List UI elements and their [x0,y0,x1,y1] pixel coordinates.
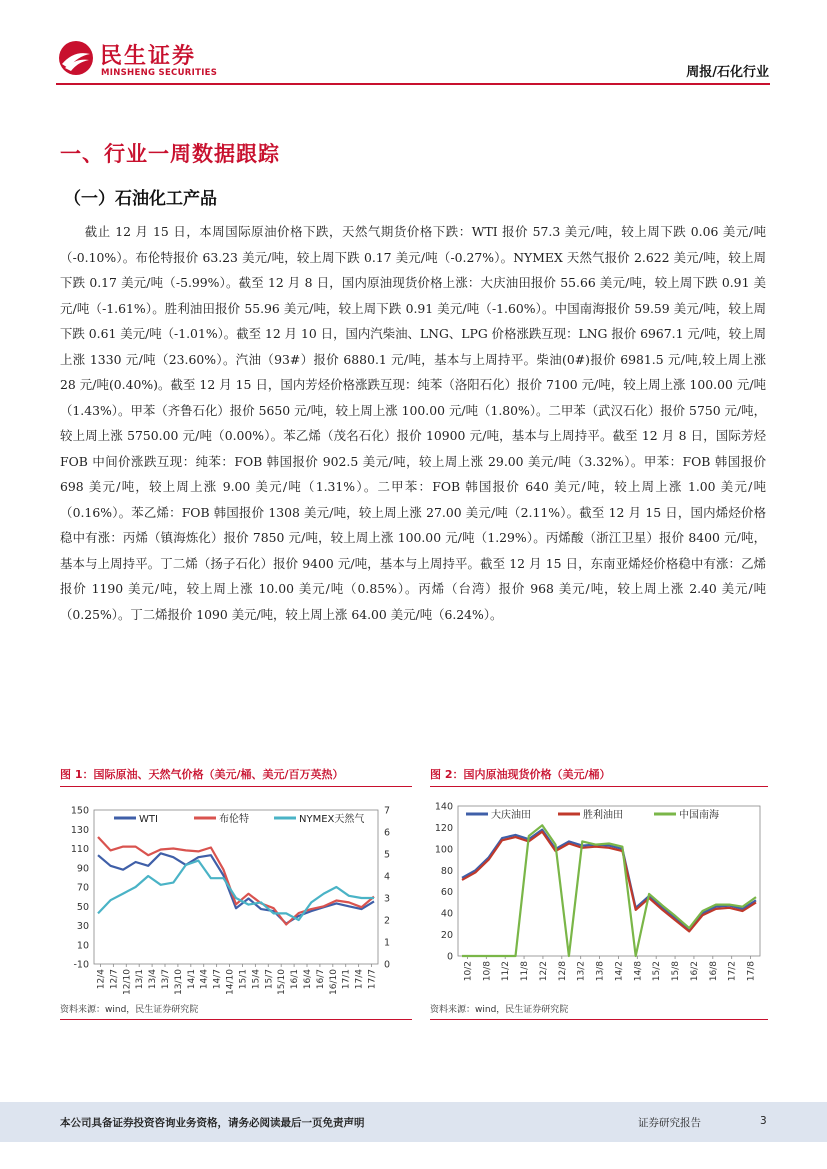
x-tick-label: 14/7 [212,969,223,990]
x-tick-label: 14/8 [633,961,644,982]
y-tick-label: 130 [70,824,89,836]
section-title: 一、行业一周数据跟踪 [60,142,280,166]
x-tick-label: 14/2 [614,961,625,982]
legend-label: 胜利油田 [583,810,623,821]
minsheng-logo-icon [56,40,96,76]
y2-tick-label: 1 [384,937,391,949]
body-paragraph: 截止 12 月 15 日，本周国际原油价格下跌，天然气期货价格下跌：WTI 报价 57.3 美元/吨，较上周下跌 0.06 美元/吨（-0.10%）。布伦特报价 63.23 美元/吨，较上周下跌 0.17 美元/吨（-0.27%）。NYMEX 天然气报价 2.622 美元/吨，较上周下跌 0.17 美元/吨（-5.99%）。截至 12 月 8 日，国内原油现货价格上涨：大庆油田报价 55.66 美元/吨，较上周下跌 0.91 美元/吨（-1.61%）。胜利油田报价 55.96 美元/吨，较上周下跌 0.91 美元/吨（-1.60%）。中国南海报价 59.59 美元/吨，较上周下跌 0.61 美元/吨（-1.01%）。截至 12 月 10 日，国内汽柴油、LNG、LPG 价格涨跌互现：LNG 报价 6967.1 元/吨，较上周上涨 1330 元/吨（23.60%）。汽油（93#）报价 6880.1 元/吨，基本与上周持平。柴油(0#)报价 6981.5 元/吨,较上周上涨 28 元/吨(0.40%)。截至 12 月 15 日，国内芳烃价格涨跌互现：纯苯（洛阳石化）报价 7100 元/吨，较上周上涨 100.00 元/吨（1.43%）。甲苯（齐鲁石化）报价 5650 元/吨，较上周上涨 100.00 元/吨（1.80%）。二甲苯（武汉石化）报价 5750 元/吨，较上周上涨 5750.00 元/吨（0.00%）。苯乙烯（茂名石化）报价 10900 元/吨，基本与上周持平。截至 12 月 8 日，国际芳烃 FOB 中间价涨跌互现：纯苯：FOB 韩国报价 902.5 美元/吨，较上周上涨 29.00 美元/吨（3.32%）。甲苯：FOB 韩国报价 698 美元/吨，较上周上涨 9.00 美元/吨（1.31%）。二甲苯：FOB 韩国报价 640 美元/吨，较上周上涨 1.00 美元/吨（0.16%）。苯乙烯：FOB 韩国报价 1308 美元/吨，较上周上涨 27.00 美元/吨（2.11%）。截至 12 月 15 日，国内烯烃价格稳中有涨：丙烯（镇海炼化）报价 7850 元/吨，较上周上涨 100.00 元/吨（1.29%）。丙烯酸（浙江卫星）报价 8400 元/吨，基本与上周持平。丁二烯（扬子石化）报价 9400 元/吨，基本与上周持平。截至 12 月 15 日，东南亚烯烃价格稳中有涨：乙烯报价 1190 美元/吨，较上周上涨 10.00 美元/吨（0.85%）。丙烯（台湾）报价 968 美元/吨，较上周上涨 2.40 美元/吨（0.25%）。丁二烯报价 1090 美元/吨，较上周上涨 64.00 美元/吨（6.24%）。 [60,224,766,622]
y-tick-label: 30 [76,921,89,932]
x-tick-label: 13/7 [161,969,171,990]
x-tick-label: 13/4 [148,969,159,990]
y-tick-label: 80 [440,865,453,877]
x-tick-label: 12/8 [557,961,568,982]
figure-2-source-rule [430,1019,768,1020]
x-tick-label: 16/8 [708,961,719,982]
y2-tick-label: 0 [384,959,391,971]
figure-1-caption-rule [60,786,412,787]
footer-label: 证券研究报告 [638,1117,701,1129]
y2-tick-label: 5 [384,849,391,861]
y-tick-label: 110 [70,844,89,855]
x-tick-label: 11/2 [501,961,512,982]
y-tick-label: 70 [76,882,89,894]
figure-2 [430,766,768,1022]
y-tick-label: 120 [434,822,453,834]
y-tick-label: 90 [76,863,89,875]
x-tick-label: 16/10 [328,969,339,995]
series-line-1 [98,837,374,925]
y-tick-label: 150 [70,805,89,817]
logo-english-name: MINSHENG SECURITIES [101,68,218,78]
y2-tick-label: 4 [384,871,391,883]
logo-chinese-name: 民生证券 [100,44,197,69]
figure-1-source-rule [60,1019,412,1020]
x-tick-label: 14/4 [199,969,210,990]
y2-tick-label: 6 [384,827,391,839]
y-tick-label: -10 [73,959,89,971]
figure-2-source: 资料来源：wind，民生证券研究院 [430,1005,569,1015]
y-tick-label: 140 [434,801,453,813]
plot-frame [458,806,760,956]
x-tick-label: 17/1 [341,969,352,990]
y-tick-label: 60 [440,887,453,899]
legend-label: 大庆油田 [491,810,531,821]
x-tick-label: 15/1 [238,969,249,990]
figure-2-chart [430,790,768,998]
x-tick-label: 15/4 [251,969,262,990]
figure-1-caption: 图 1：国际原油、天然气价格（美元/桶、美元/百万英热） [60,768,344,781]
report-type: 周报/石化行业 [686,65,769,80]
x-tick-label: 10/2 [463,961,474,982]
x-tick-label: 11/8 [520,961,531,982]
x-tick-label: 16/1 [290,969,301,990]
x-tick-label: 16/2 [689,961,700,982]
x-tick-label: 17/8 [746,961,757,982]
x-tick-label: 14/1 [186,969,197,990]
x-tick-label: 16/7 [315,969,326,990]
x-tick-label: 13/2 [576,961,587,982]
x-tick-label: 12/7 [109,969,120,990]
y-tick-label: 100 [434,844,453,856]
y2-tick-label: 3 [384,893,391,905]
y2-tick-label: 7 [384,805,391,817]
x-tick-label: 12/10 [122,969,133,995]
x-tick-label: 15/10 [277,969,288,995]
x-tick-label: 16/4 [303,969,313,990]
x-tick-label: 13/1 [135,969,146,990]
y-tick-label: 10 [76,940,89,952]
x-tick-label: 12/2 [538,961,549,982]
legend-label: 中国南海 [679,810,719,821]
x-tick-label: 15/7 [264,969,275,990]
x-tick-label: 14/10 [225,969,236,995]
y-tick-label: 40 [440,908,453,920]
y-tick-label: 20 [440,930,453,942]
x-tick-label: 17/4 [354,969,365,990]
x-tick-label: 12/4 [96,969,107,990]
x-tick-label: 15/2 [652,961,663,982]
legend-label: NYMEX天然气 [299,814,365,825]
figure-1-source: 资料来源：wind，民生证券研究院 [60,1005,199,1015]
figure-2-caption-rule [430,786,768,787]
y2-tick-label: 2 [384,915,391,927]
footer-disclaimer: 本公司具备证券投资咨询业务资格，请务必阅读最后一页免责声明 [60,1117,365,1129]
page-header [0,0,827,90]
header-divider [56,83,770,85]
legend-label: 布伦特 [219,814,249,825]
legend-label: WTI [139,814,158,825]
x-tick-label: 17/2 [727,961,738,982]
y-tick-label: 50 [76,901,89,913]
figure-1-chart [60,790,412,998]
subsection-title: （一）石油化工产品 [64,189,217,209]
figure-1 [60,766,412,1022]
x-tick-label: 15/8 [671,961,682,982]
series-line-2 [98,861,374,920]
y-tick-label: 0 [446,951,453,963]
x-tick-label: 13/8 [595,961,606,982]
x-tick-label: 13/10 [173,969,184,995]
page-number: 3 [760,1115,767,1127]
x-tick-label: 10/8 [482,961,493,982]
x-tick-label: 17/7 [367,969,378,990]
figure-2-caption: 图 2：国内原油现货价格（美元/桶） [430,768,611,781]
